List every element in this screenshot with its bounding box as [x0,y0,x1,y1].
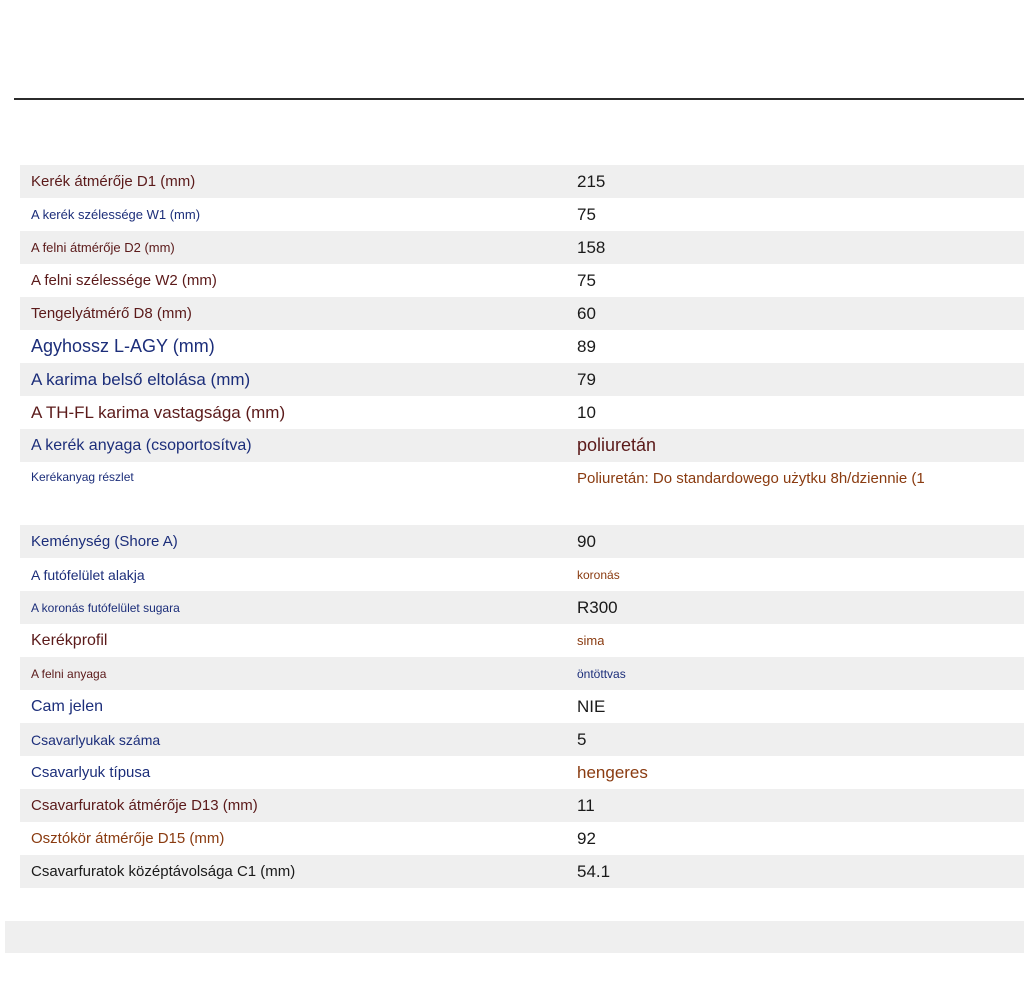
spec-label: A karima belső eltolása (mm) [31,369,251,389]
spec-row-material-detail [20,462,1024,525]
spec-label: A felni anyaga [31,666,107,681]
spec-row-wheel-diameter [20,165,1024,198]
spec-row-tread-radius [20,591,1024,624]
footer-bar [5,921,1024,953]
spec-label: A kerék szélessége W1 (mm) [31,207,201,222]
spec-row-cam [20,690,1024,723]
spec-row-hub-length [20,330,1024,363]
spec-row-rim-width [20,264,1024,297]
spec-row-bolt-hole-type [20,756,1024,789]
spec-label: A kerék anyaga (csoportosítva) [31,436,252,454]
specification-table [20,165,1024,888]
spec-label: Kerékanyag részlet [31,470,134,484]
spec-label: Keménység (Shore A) [31,533,178,550]
spec-row-bolt-spacing [20,855,1024,888]
spec-row-flange-thickness [20,396,1024,429]
spec-value: 79 [577,369,596,389]
spec-value: 75 [577,204,596,224]
spec-value: Poliuretán: Do standardowego użytku 8h/dziennie (1 [577,470,925,487]
spec-row-hardness [20,525,1024,558]
spec-value: 10 [577,402,596,422]
spec-label: Cam jelen [31,697,104,715]
spec-label: Kerékprofil [31,631,108,649]
spec-row-wheel-material [20,429,1024,462]
spec-value: 90 [577,531,596,551]
spec-row-tread-shape [20,558,1024,591]
spec-value: 215 [577,171,606,191]
spec-row-rim-diameter [20,231,1024,264]
spec-label: A felni átmérője D2 (mm) [31,240,175,255]
header-divider [14,98,1024,100]
spec-label: A felni szélessége W2 (mm) [31,272,217,289]
spec-row-flange-offset [20,363,1024,396]
spec-value: NIE [577,696,606,716]
spec-label: Csavarfuratok átmérője D13 (mm) [31,797,258,814]
spec-value: 92 [577,828,596,848]
spec-value: sima [577,633,605,648]
spec-value: 54.1 [577,861,611,881]
spec-label: A futófelület alakja [31,566,145,583]
spec-label: Osztókör átmérője D15 (mm) [31,830,225,847]
spec-value: 158 [577,237,606,257]
spec-row-bolt-hole-diameter [20,789,1024,822]
spec-label: A koronás futófelület sugara [31,600,180,615]
spec-value: 75 [577,270,596,290]
spec-label: A TH-FL karima vastagsága (mm) [31,402,286,422]
spec-label: Csavarfuratok középtávolsága C1 (mm) [31,863,296,880]
spec-label: Kerék átmérője D1 (mm) [31,173,196,190]
spec-label: Csavarlyukak száma [31,731,161,748]
spec-value: poliuretán [577,435,657,455]
spec-value: öntöttvas [577,666,626,681]
spec-value: 11 [577,795,595,815]
spec-label: Csavarlyuk típusa [31,764,151,781]
spec-row-pitch-circle [20,822,1024,855]
spec-value: koronás [577,567,620,582]
spec-label: Tengelyátmérő D8 (mm) [31,305,192,322]
spec-row-bolt-hole-count [20,723,1024,756]
spec-value: hengeres [577,762,648,782]
spec-value: R300 [577,597,618,617]
spec-row-wheel-width [20,198,1024,231]
spec-label: Agyhossz L-AGY (mm) [31,336,215,356]
spec-value: 5 [577,729,587,749]
spec-row-rim-material [20,657,1024,690]
spec-row-wheel-profile [20,624,1024,657]
spec-value: 60 [577,303,596,323]
spec-row-axle-diameter [20,297,1024,330]
spec-value: 89 [577,336,596,356]
